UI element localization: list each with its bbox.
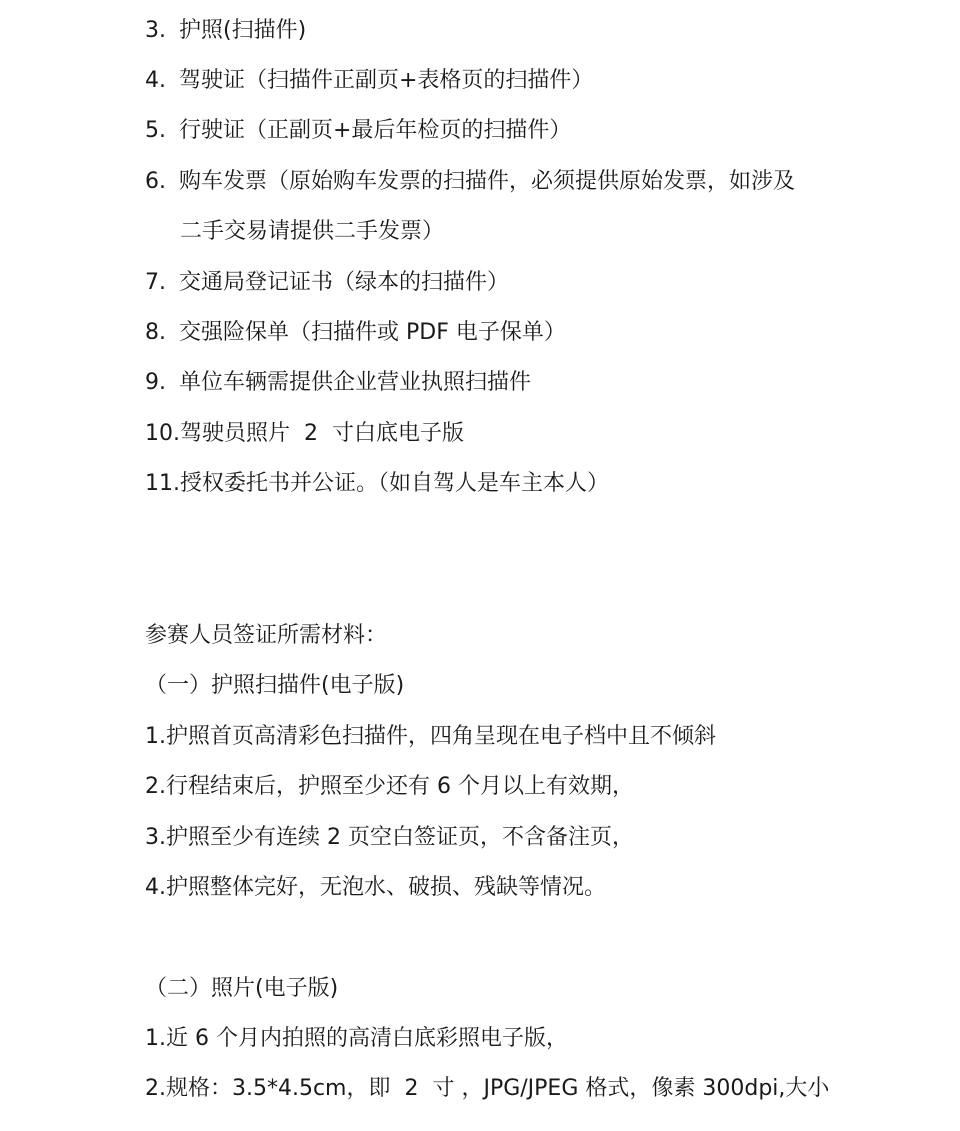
list-item-number: 3.	[145, 18, 166, 43]
list-item-7	[145, 268, 509, 298]
list-item-text: 购车发票（原始购车发票的扫描件，必须提供原始发票，如涉及	[179, 169, 796, 194]
photo-requirement: 1.近 6 个月内拍照的高清白底彩照电子版，	[145, 1026, 568, 1051]
list-item-text: 授权委托书并公证。（如自驾人是车主本人）	[180, 471, 610, 496]
list-item-number: 4.	[145, 68, 166, 93]
list-item-text: 护照(扫描件)	[179, 18, 307, 43]
list-item-10	[145, 419, 464, 449]
list-item-text: 驾驶员照片 2 寸白底电子版	[180, 421, 464, 446]
list-item-3	[145, 16, 306, 46]
passport-requirement: 4.护照整体完好，无泡水、破损、残缺等情况。	[145, 875, 606, 900]
passport-requirement: 1.护照首页高清彩色扫描件，四角呈现在电子档中且不倾斜	[145, 724, 716, 749]
list-item-text: 行驶证（正副页+最后年检页的扫描件）	[179, 118, 572, 143]
section-heading: 参赛人员签证所需材料：	[145, 623, 388, 648]
list-item-number: 6.	[145, 169, 166, 194]
list-item-text: 单位车辆需提供企业营业执照扫描件	[179, 370, 532, 395]
list-item-text: 二手交易请提供二手发票）	[180, 219, 445, 244]
subsection-title-passport: （一）护照扫描件(电子版)	[145, 673, 405, 698]
list-item-11	[145, 469, 609, 499]
list-item-5	[145, 116, 571, 146]
list-item-6	[145, 167, 795, 197]
list-item-4	[145, 66, 593, 96]
list-item-number: 10.	[145, 421, 180, 446]
subsection-title-photo: （二）照片(电子版)	[145, 976, 339, 1001]
list-item-number: 5.	[145, 118, 166, 143]
list-item-number: 7.	[145, 270, 166, 295]
photo-requirement: 2.规格：3.5*4.5cm，即 2 寸 ，JPG/JPEG 格式，像素 300dpi,大小	[145, 1076, 830, 1101]
list-item-text: 驾驶证（扫描件正副页+表格页的扫描件）	[179, 68, 594, 93]
passport-requirement: 2.行程结束后，护照至少还有 6 个月以上有效期，	[145, 774, 634, 799]
list-item-text: 交强险保单（扫描件或 PDF 电子保单）	[179, 320, 566, 345]
list-item-number: 11.	[145, 471, 180, 496]
list-item-6-continuation	[180, 217, 444, 247]
list-item-number: 9.	[145, 370, 166, 395]
passport-requirement: 3.护照至少有连续 2 页空白签证页，不含备注页，	[145, 825, 634, 850]
list-item-8	[145, 318, 566, 348]
list-item-9	[145, 368, 531, 398]
list-item-text: 交通局登记证书（绿本的扫描件）	[179, 270, 510, 295]
list-item-number: 8.	[145, 320, 166, 345]
